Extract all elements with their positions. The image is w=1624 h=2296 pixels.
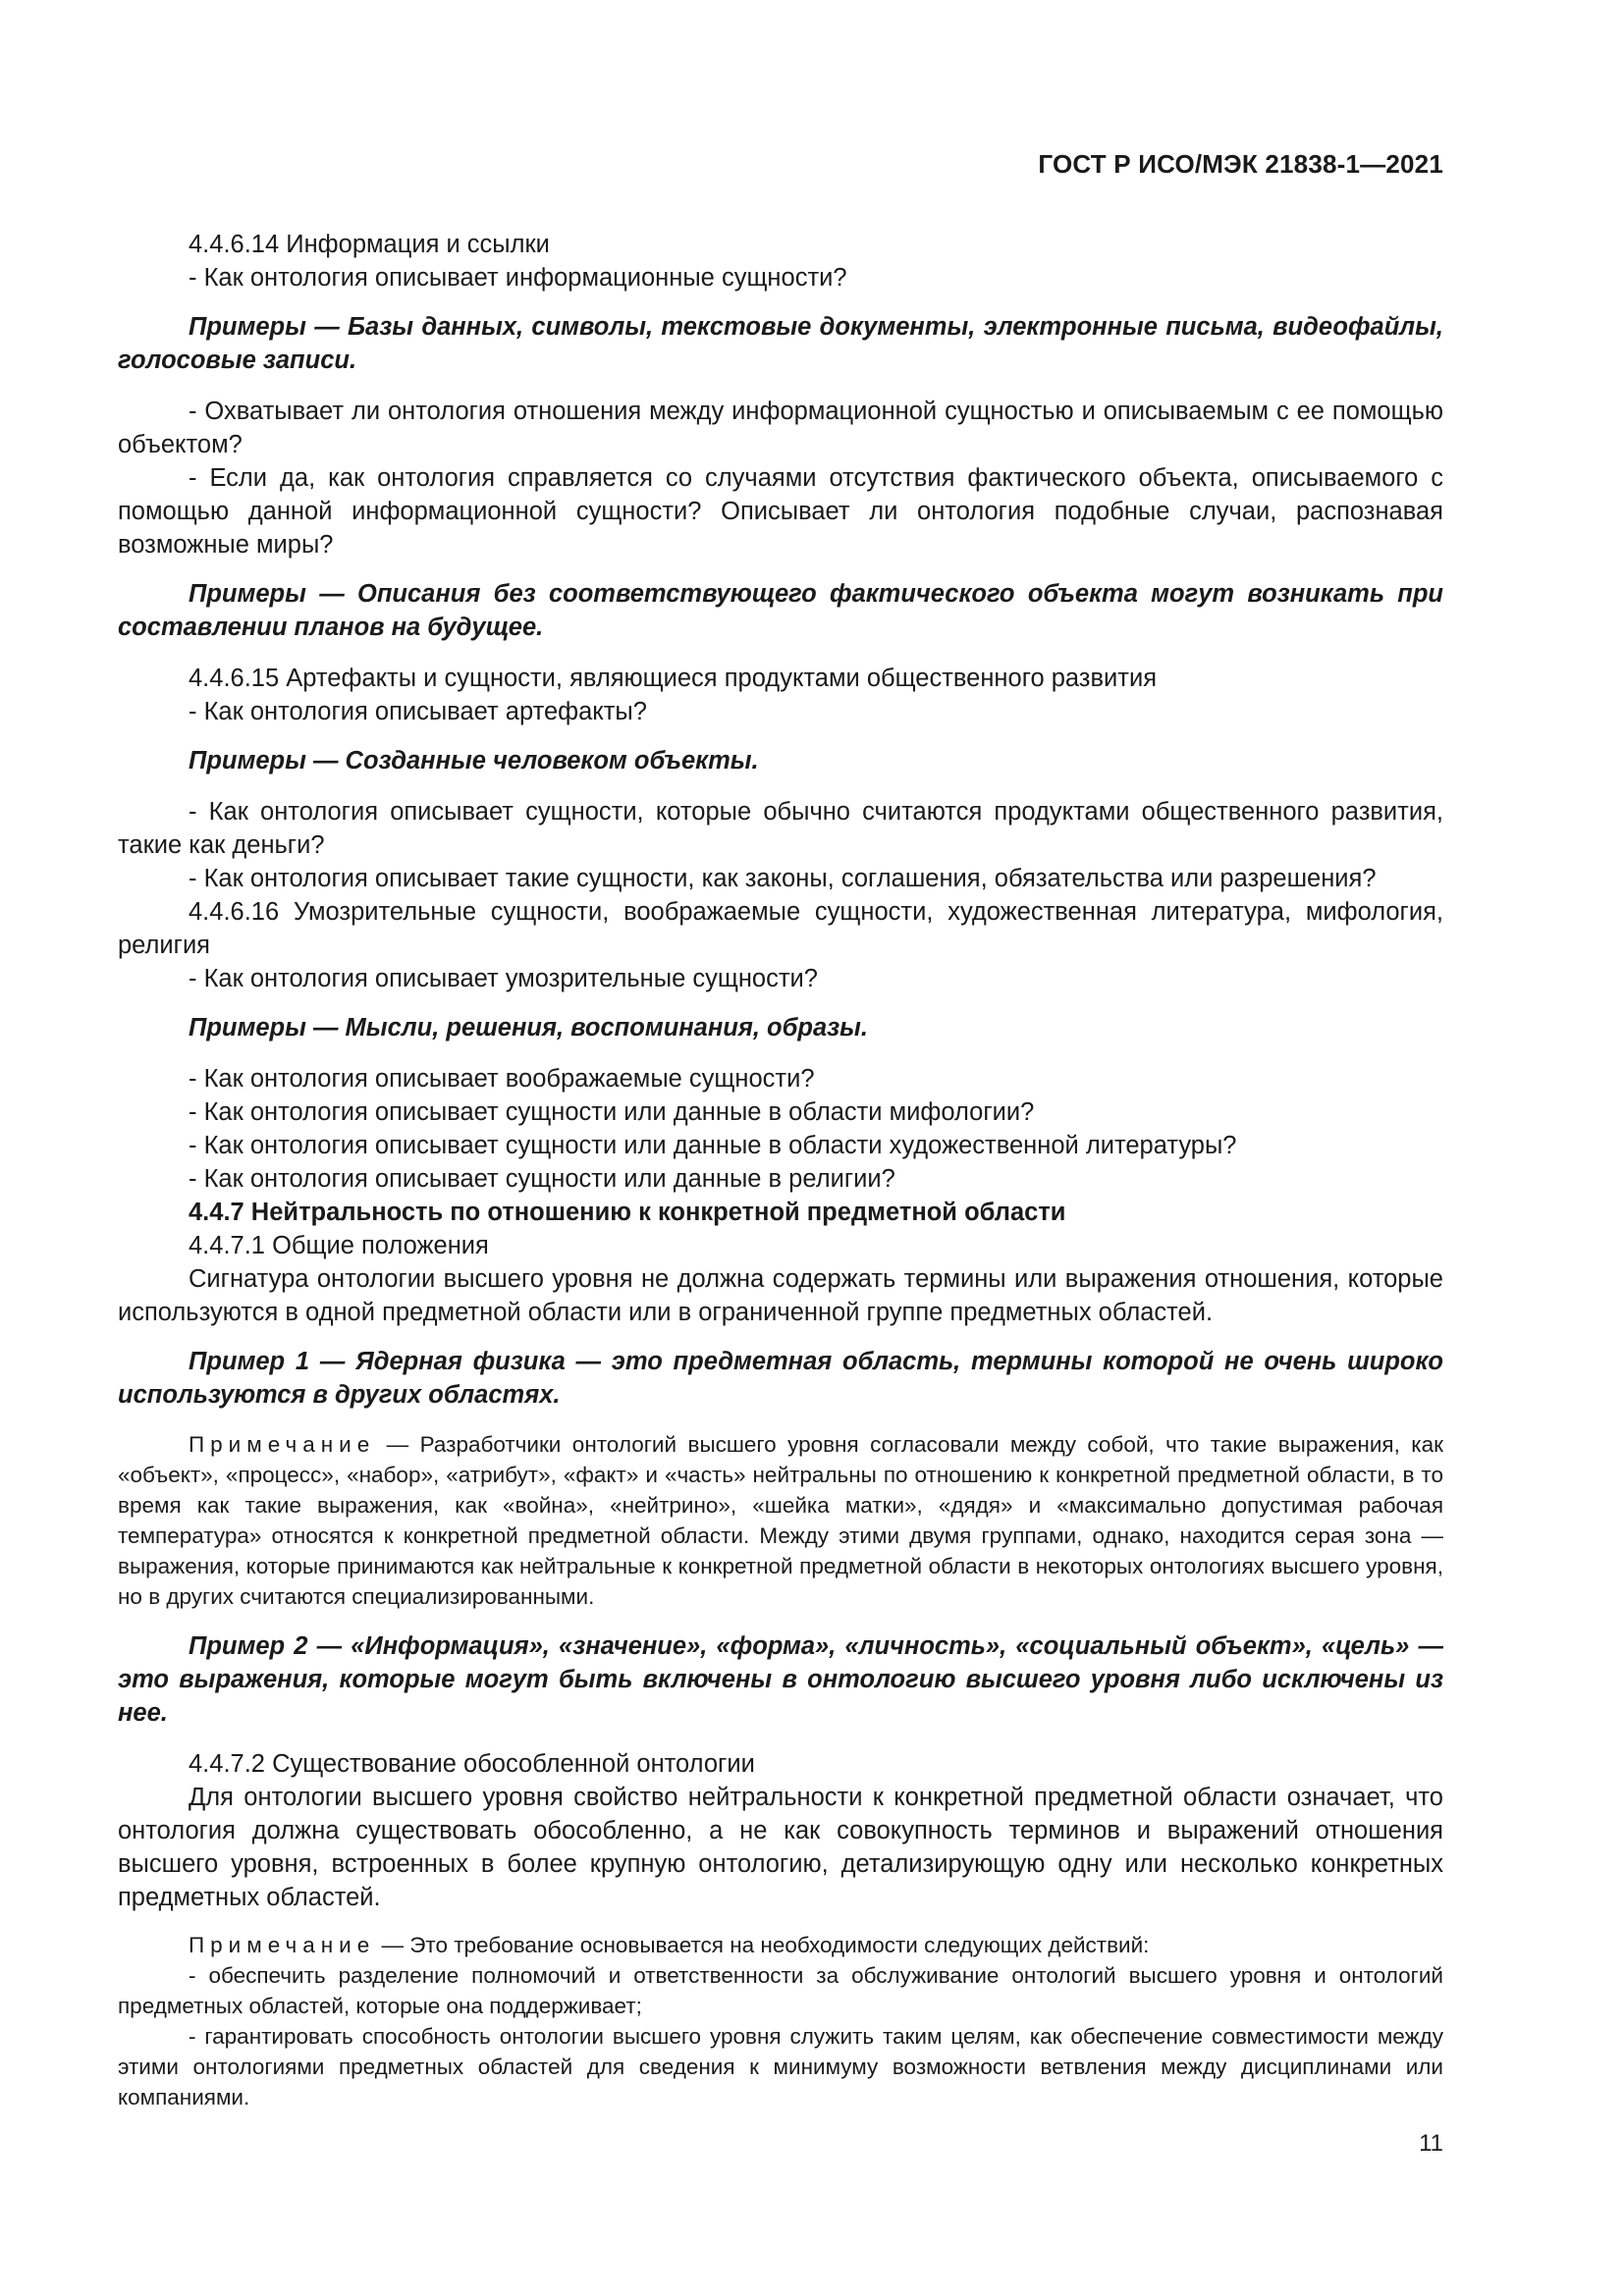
note-list-item: - гарантировать способность онтологии высшего уровня служить таким целям, как обеспечение совместимости между этими онтологиями предметных областей для сведения к минимуму возможности ветвления между дисциплинами или компаниями. bbox=[118, 2024, 1443, 2109]
paragraph: - Как онтология описывает умозрительные сущности? bbox=[189, 965, 818, 992]
note bbox=[118, 1429, 1443, 1612]
paragraph: 4.4.6.14 Информация и ссылки bbox=[189, 231, 550, 258]
page-content bbox=[118, 228, 1443, 2112]
paragraph: - Как онтология описывает воображаемые сущности? bbox=[189, 1065, 815, 1093]
example: Пример 1 — Ядерная физика — это предметная область, термины которой не очень широко используются в других областях. bbox=[118, 1348, 1443, 1409]
paragraph: - Если да, как онтология справляется со случаями отсутствия фактического объекта, описываемого с помощью данной информационной сущности? Описывает ли онтология подобные случаи, распознавая возможные миры? bbox=[118, 464, 1443, 559]
page-number: 11 bbox=[1419, 2130, 1443, 2157]
example: Примеры — Описания без соответствующего фактического объекта могут возникать при составлении планов на будущее. bbox=[118, 580, 1443, 641]
note-list-item: - обеспечить разделение полномочий и ответственности за обслуживание онтологий высшего уровня и онтологий предметных областей, которые она поддерживает; bbox=[118, 1963, 1443, 2018]
paragraph: Сигнатура онтологии высшего уровня не должна содержать термины или выражения отношения, которые используются в одной предметной области или в ограниченной группе предметных областей. bbox=[118, 1265, 1443, 1326]
paragraph: - Как онтология описывает сущности или данные в области художественной литературы? bbox=[189, 1132, 1237, 1159]
example: Примеры — Созданные человеком объекты. bbox=[189, 747, 759, 774]
note-label: Примечание bbox=[189, 1933, 376, 1957]
note bbox=[118, 1930, 1443, 2112]
paragraph: - Охватывает ли онтология отношения между информационной сущностью и описываемым с ее помощью объектом? bbox=[118, 398, 1443, 458]
example: Примеры — Мысли, решения, воспоминания, образы. bbox=[189, 1014, 869, 1041]
note-label: Примечание bbox=[189, 1432, 376, 1457]
paragraph: - Как онтология описывает сущности, которые обычно считаются продуктами общественного развития, такие как деньги? bbox=[118, 798, 1443, 859]
note-text: — Разработчики онтологий высшего уровня согласовали между собой, что такие выражения, как «объект», «процесс», «набор», «атрибут», «факт» и «часть» нейтральны по отношению к конкретной предметной области, в то время как такие выражения, как «война», «нейтрино», «шейка матки», «дядя» и «максимально допустимая рабочая температура» относятся к конкретной предметной области. Между этими двумя группами, однако, находится серая зона — выражения, которые принимаются как нейтральные к конкретной предметной области в некоторых онтологиях высшего уровня, но в других считаются специализированными. bbox=[118, 1432, 1443, 1609]
paragraph: - Как онтология описывает такие сущности, как законы, соглашения, обязательства или разрешения? bbox=[189, 865, 1377, 892]
paragraph: - Как онтология описывает информационные сущности? bbox=[189, 264, 847, 292]
paragraph: 4.4.7.1 Общие положения bbox=[189, 1232, 489, 1259]
paragraph: - Как онтология описывает сущности или данные в области мифологии? bbox=[189, 1098, 1035, 1126]
example: Примеры — Базы данных, символы, текстовые документы, электронные письма, видеофайлы, голосовые записи. bbox=[118, 313, 1443, 374]
note-text: — Это требование основывается на необходимости следующих действий: bbox=[381, 1933, 1150, 1957]
section-heading: 4.4.7 Нейтральность по отношению к конкретной предметной области bbox=[189, 1199, 1066, 1226]
paragraph: 4.4.7.2 Существование обособленной онтологии bbox=[189, 1750, 755, 1778]
paragraph: - Как онтология описывает артефакты? bbox=[189, 698, 647, 725]
paragraph: Для онтологии высшего уровня свойство нейтральности к конкретной предметной области означает, что онтология должна существовать обособленно, а не как совокупность терминов и выражений отношения высшего уровня, встроенных в более крупную онтологию, детализирующую одну или несколько конкретных предметных областей. bbox=[118, 1784, 1443, 1911]
paragraph: - Как онтология описывает сущности или данные в религии? bbox=[189, 1165, 895, 1193]
paragraph: 4.4.6.15 Артефакты и сущности, являющиеся продуктами общественного развития bbox=[189, 665, 1157, 692]
paragraph: 4.4.6.16 Умозрительные сущности, воображаемые сущности, художественная литература, мифология, религия bbox=[118, 898, 1443, 959]
document-header: ГОСТ Р ИСО/МЭК 21838-1—2021 bbox=[1038, 149, 1443, 179]
example: Пример 2 — «Информация», «значение», «форма», «личность», «социальный объект», «цель» — это выражения, которые могут быть включены в онтологию высшего уровня либо исключены из нее. bbox=[118, 1632, 1443, 1727]
